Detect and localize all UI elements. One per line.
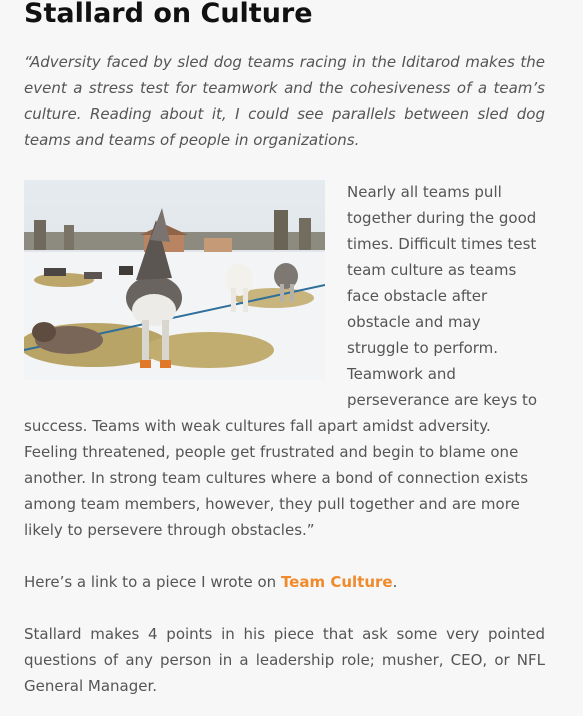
team-culture-link-paragraph bbox=[24, 569, 397, 595]
link-prefix-text: Here’s a link to a piece I wrote on bbox=[24, 573, 281, 591]
quote-body-paragraph: Nearly all teams pull together during the good times. Difficult times test team culture as teams face obstacle after obstacle and may struggle to perform. Teamwork and perseverance are keys to success. Teams with weak cultures fall apart amidst adversity. Feeling threatened, people get frustrated and begin to blame one another. In strong team cultures where a bond of connection exists among team members, however, they pull together and are more likely to persevere through obstacles.” bbox=[24, 183, 538, 539]
link-suffix-text: . bbox=[392, 573, 398, 591]
quote-lead-paragraph: “Adversity faced by sled dog teams racing in the Iditarod makes the event a stress test for teamwork and the cohesiveness of a team’s culture. Reading about it, I could see parallels between sled dog teams and teams of people in organizations. bbox=[24, 53, 545, 149]
article-title: Stallard on Culture bbox=[24, 0, 313, 29]
quote-body-block bbox=[24, 180, 545, 543]
team-culture-link[interactable]: Team Culture bbox=[280, 573, 393, 591]
points-paragraph: Stallard makes 4 points in his piece that ask some very pointed questions of any person in a leadership role; musher, CEO, or NFL General Manager. bbox=[24, 625, 545, 695]
